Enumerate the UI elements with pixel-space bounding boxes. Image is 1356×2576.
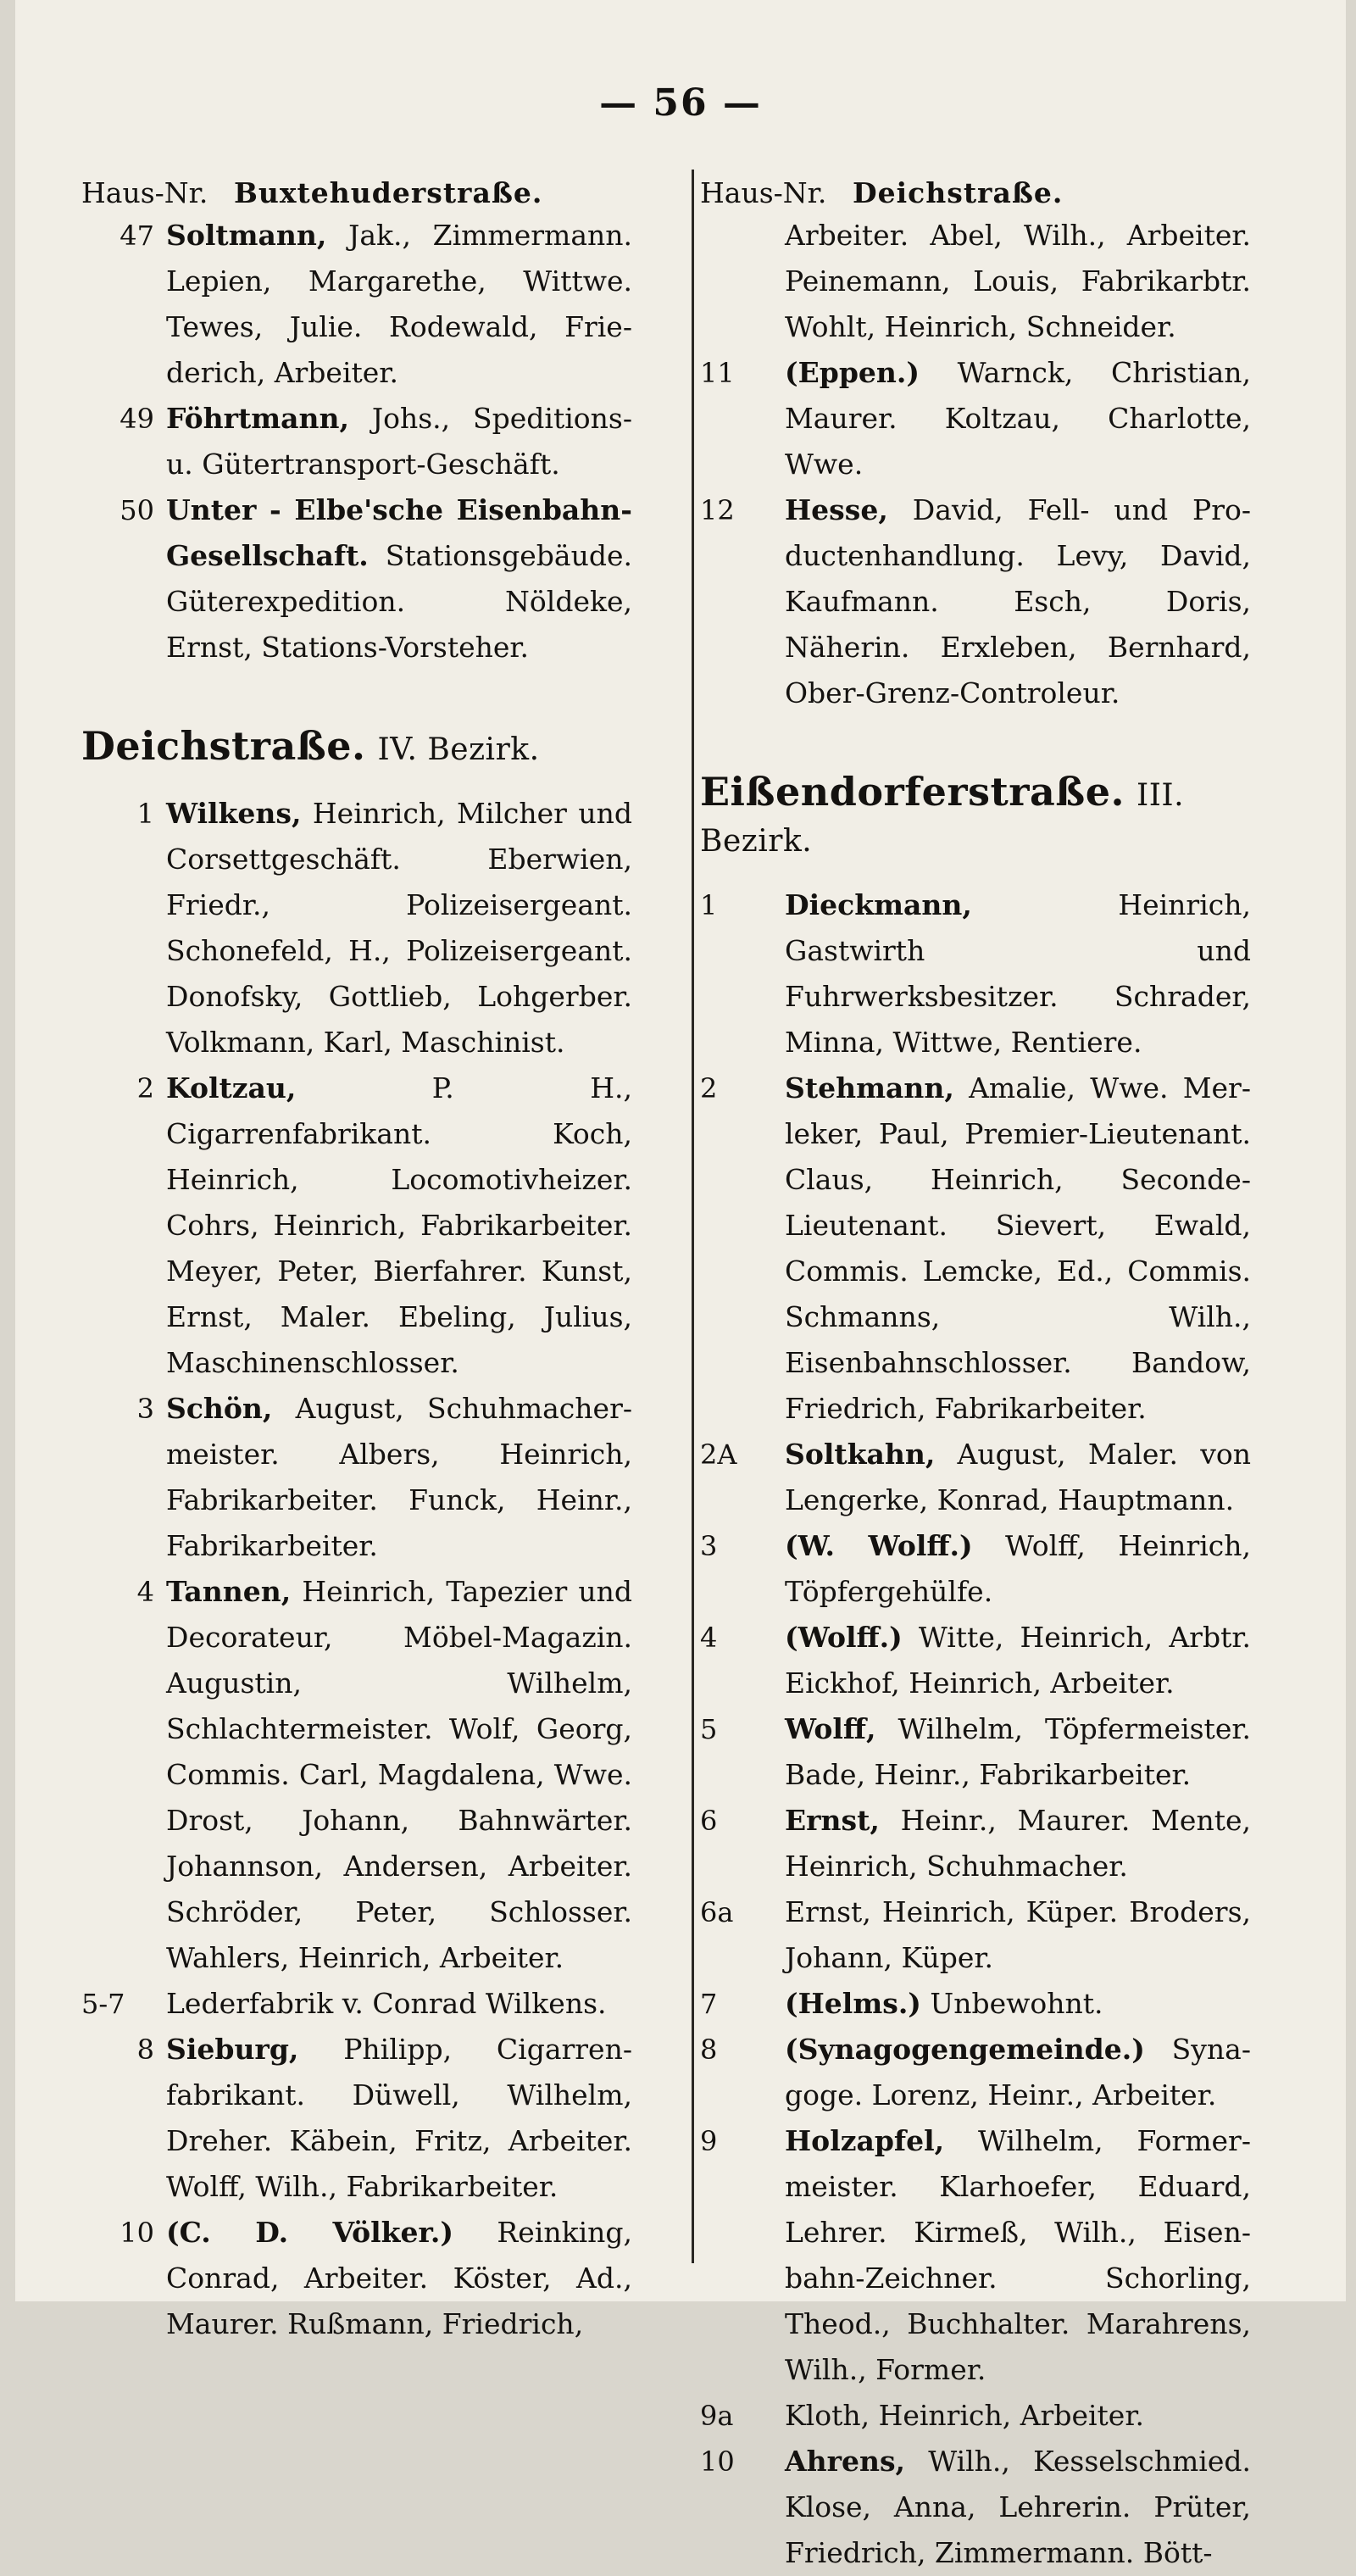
street-title: Eißendorferstraße. [700,769,1125,815]
directory-entry [81,1981,632,2027]
house-number: 7 [700,1988,718,2020]
house-number: 5 [700,1713,718,1745]
section-title [81,723,632,769]
house-number-label: Haus-Nr. [700,176,827,209]
directory-entry [81,1386,632,1569]
entry-text: Amalie, Wwe. Merleker, Paul, Premier-Lieutenant. Claus, Heinrich, Seconde-Lieutenant. Sievert, Ewald, Commis. Lemcke, Ed., Commis. Schmanns, Wilh., Eisenbahnschlosser. Bandow, Friedrich, Fabrikarbeiter. [785,1071,1251,1425]
house-number: 2A [700,1438,737,1471]
house-number: 1 [700,889,718,921]
resident-name: (W. Wolff.) [785,1529,973,1562]
street-name: Buxtehuderstraße. [234,176,543,209]
resident-name: Wolff, [785,1712,876,1745]
entry-text: August, Maler. von Lengerke, Konrad, Hauptmann. [785,1438,1251,1516]
house-number: 4 [700,1622,718,1654]
directory-entry [81,396,632,487]
entry-text: Wilhelm, Töpfermeister. Bade, Heinr., Fabrikarbeiter. [785,1712,1251,1791]
resident-name: Unter - Elbe'sche Eisenbahn-Gesellschaft. [166,493,632,572]
entry-text: Witte, Heinrich, Arbtr. Eickhof, Heinrich, Arbeiter. [785,1621,1251,1700]
directory-entry [700,1981,1251,2027]
directory-entry [700,2393,1251,2439]
house-number: 8 [700,2034,718,2066]
district-label: IV. Bezirk. [377,732,540,767]
street-title: Deichstraße. [81,723,366,769]
directory-entry [81,1065,632,1386]
directory-entry [700,350,1251,487]
entry-text: Philipp, Cigarrenfabrikant. Düwell, Wilhelm, Dreher. Käbein, Fritz, Arbeiter. Wolff, Wilh., Fabrikarbeiter. [166,2033,632,2203]
entry-text: David, Fell- und Productenhandlung. Levy, David, Kaufmann. Esch, Doris, Näherin. Erxleben, Bernhard, Ober-Grenz-Controleur. [785,493,1251,709]
entry-text: Johs., Speditions- u. Gütertransport-Geschäft. [166,402,632,481]
directory-entry [700,1798,1251,1889]
resident-name: (Wolff.) [785,1621,903,1654]
directory-entry [700,1065,1251,1432]
house-number: 9 [700,2125,718,2157]
directory-entry [81,487,632,670]
house-number-label: Haus-Nr. [81,176,208,209]
entry-text: Reinking, Conrad, Arbeiter. Köster, Ad., Maurer. Rußmann, Friedrich, [166,2216,632,2340]
house-number: 47 [119,220,154,252]
house-number: 8 [136,2034,154,2066]
directory-entry [700,1432,1251,1523]
entry-text: Lederfabrik v. Conrad Wilkens. [166,1987,607,2020]
house-number: 2 [700,1072,718,1104]
entry-text: Ernst, Heinrich, Küper. Broders, Johann, Küper. [785,1895,1251,1974]
resident-name: Stehmann, [785,1071,954,1104]
directory-entry [700,1889,1251,1981]
directory-entry [700,487,1251,716]
house-number: 5-7 [81,1988,125,2020]
resident-name: (C. D. Völker.) [166,2216,453,2249]
house-number: 1 [136,798,154,830]
street-name: Deichstraße. [853,176,1064,209]
page-number: — 56 — [599,81,762,125]
resident-name: Soltkahn, [785,1438,936,1471]
left-column-header [81,165,632,209]
house-number: 11 [700,357,735,389]
entry-text: Kloth, Heinrich, Arbeiter. [785,2399,1144,2432]
resident-name: Koltzau, [166,1071,297,1104]
left-column [81,165,632,2347]
directory-entry [81,213,632,396]
entry-text: Wilh., Kesselschmied. Klose, Anna, Lehrerin. Prüter, Friedrich, Zimmermann. Bött- [785,2445,1251,2569]
resident-name: Hesse, [785,493,888,526]
house-number: 6a [700,1896,734,1928]
resident-name: (Helms.) [785,1987,921,2020]
resident-name: Holzapfel, [785,2124,945,2157]
directory-entry [81,2210,632,2347]
directory-entry [700,2118,1251,2393]
house-number: 6 [700,1805,718,1837]
section-title [700,769,1251,860]
right-column-header [700,165,1251,209]
entry-text: Wilhelm, Formermeister. Klarhoefer, Eduard, Lehrer. Kirmeß, Wilh., Eisenbahn-Zeichner. Schorling, Theod., Buchhalter. Marahrens, Wilh., Former. [785,2124,1251,2386]
entry-text: August, Schuhmachermeister. Albers, Heinrich, Fabrikarbeiter. Funck, Heinr., Fabrikarbeiter. [166,1392,632,1562]
directory-entry [700,1523,1251,1615]
directory-entry [700,882,1251,1065]
resident-name: (Eppen.) [785,356,920,389]
directory-entry [81,791,632,1065]
entry-text: Warnck, Christian, Maurer. Koltzau, Charlotte, Wwe. [785,356,1251,481]
entry-text: Synagoge. Lorenz, Heinr., Arbeiter. [785,2033,1251,2111]
resident-name: Wilkens, [166,797,302,830]
house-number: 10 [700,2445,735,2478]
resident-name: (Synagogengemeinde.) [785,2033,1145,2066]
directory-entry [700,1615,1251,1706]
directory-entry [700,2439,1251,2576]
entry-text: Unbewohnt. [920,1987,1103,2020]
entry-text: Arbeiter. Abel, Wilh., Arbeiter. Peinemann, Louis, Fabrikarbtr. Wohlt, Heinrich, Schneider. [785,219,1251,343]
house-number: 3 [136,1393,154,1425]
entry-text: Heinr., Maurer. Mente, Heinrich, Schuhmacher. [785,1804,1251,1883]
house-number: 50 [119,494,154,526]
resident-name: Föhrtmann, [166,402,350,435]
house-number: 10 [119,2217,154,2249]
resident-name: Ahrens, [785,2445,906,2478]
directory-entry [700,213,1251,350]
directory-entry [700,2027,1251,2118]
house-number: 49 [119,403,154,435]
directory-entry [81,1569,632,1981]
directory-page [15,0,1346,2569]
right-column [700,165,1251,2576]
resident-name: Dieckmann, [785,888,972,921]
house-number: 4 [136,1576,154,1608]
directory-entry [81,2027,632,2210]
entry-text: Jak., Zimmermann. Lepien, Margarethe, Wittwe. Tewes, Julie. Rodewald, Friederich, Arbeiter. [166,219,632,389]
directory-entry [700,1706,1251,1798]
entry-text: Wolff, Heinrich, Töpfergehülfe. [785,1529,1251,1608]
house-number: 12 [700,494,735,526]
resident-name: Soltmann, [166,219,327,252]
entry-text: Stationsgebäude. Güterexpedition. Nöldeke, Ernst, Stations-Vorsteher. [166,539,632,664]
house-number: 3 [700,1530,718,1562]
entry-text: Heinrich, Tapezier und Decorateur, Möbel-Magazin. Augustin, Wilhelm, Schlachtermeister. Wolf, Georg, Commis. Carl, Magdalena, Wwe. Drost, Johann, Bahnwärter. Johannson, Andersen, Arbeiter. Schröder, Peter, Schlosser. Wahlers, Heinrich, Arbeiter. [166,1575,632,1974]
resident-name: Sieburg, [166,2033,299,2066]
house-number: 9a [700,2400,734,2432]
resident-name: Ernst, [785,1804,880,1837]
resident-name: Schön, [166,1392,273,1425]
column-divider [692,170,694,2263]
district-label: III. Bezirk. [700,778,1185,859]
entry-text: Heinrich, Milcher und Corsettgeschäft. Eberwien, Friedr., Polizeisergeant. Schonefeld, H., Polizeisergeant. Donofsky, Gottlieb, Lohgerber. Volkmann, Karl, Maschinist. [166,797,632,1059]
entry-text: P. H., Cigarrenfabrikant. Koch, Heinrich, Locomotivheizer. Cohrs, Heinrich, Fabrikarbeiter. Meyer, Peter, Bierfahrer. Kunst, Ernst, Maler. Ebeling, Julius, Maschinenschlosser. [166,1071,632,1379]
entry-text: Heinrich, Gastwirth und Fuhrwerksbesitzer. Schrader, Minna, Wittwe, Rentiere. [785,888,1251,1059]
house-number: 2 [136,1072,154,1104]
resident-name: Tannen, [166,1575,292,1608]
